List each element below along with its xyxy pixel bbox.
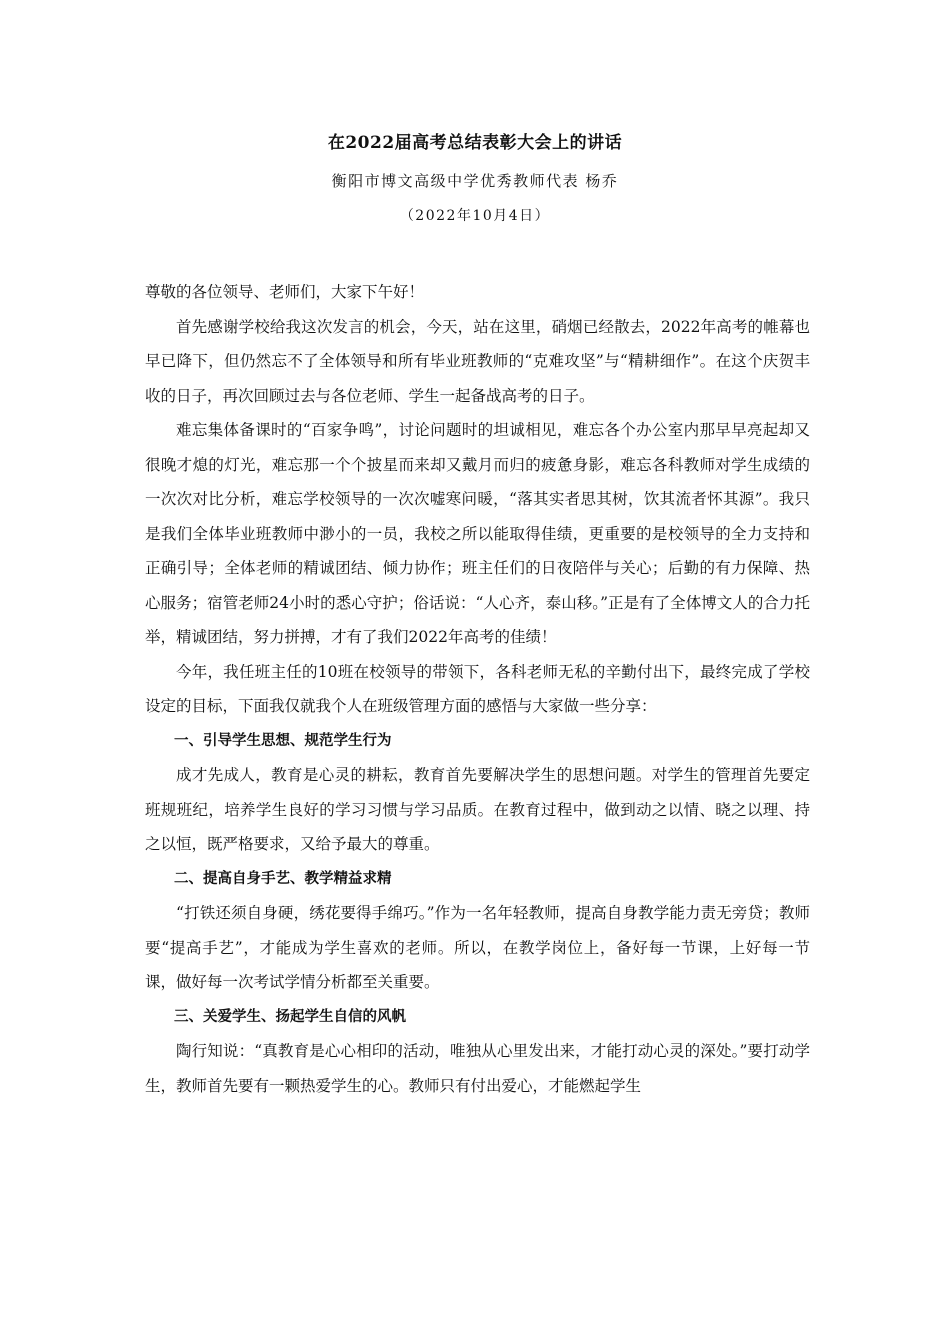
section-text-3: 陶行知说：“真教育是心心相印的活动，唯独从心里发出来，才能打动心灵的深处。”要打动学生，教师首先要有一颗热爱学生的心。教师只有付出爱心，才能燃起学生 [145, 1042, 810, 1095]
document-title: 在2022届高考总结表彰大会上的讲话 [327, 133, 623, 153]
author-line: 衡阳市博文高级中学优秀教师代表 杨乔 [331, 172, 619, 190]
salutation: 尊敬的各位领导、老师们，大家下午好！ [145, 283, 425, 301]
section-text-1: 成才先成人，教育是心灵的耕耘，教育首先要解决学生的思想问题。对学生的管理首先要定班规班纪，培养学生良好的学习习惯与学习品质。在教育过程中，做到动之以情、晓之以理、持之以恒，既严格要求，又给予最大的尊重。 [145, 766, 810, 853]
section-heading-1: 一、引导学生思想、规范学生行为 [174, 732, 392, 749]
section-heading-3: 三、关爱学生、扬起学生自信的风帆 [174, 1008, 406, 1025]
speech-body [145, 275, 810, 1103]
paragraph: 首先感谢学校给我这次发言的机会，今天，站在这里，硝烟已经散去，2022年高考的帷幕也早已降下，但仍然忘不了全体领导和所有毕业班教师的“克难攻坚”与“精耕细作”。在这个庆贺丰收的日子，再次回顾过去与各位老师、学生一起备战高考的日子。 [145, 317, 810, 405]
section-text-2: “打铁还须自身硬，绣花要得手绵巧。”作为一名年轻教师，提高自身教学能力责无旁贷；教师要“提高手艺”，才能成为学生喜欢的老师。所以，在教学岗位上，备好每一节课，上好每一节课，做好每一次考试学情分析都至关重要。 [145, 904, 810, 991]
paragraph: 今年，我任班主任的10班在校领导的带领下，各科老师无私的辛勤付出下，最终完成了学校设定的目标，下面我仅就我个人在班级管理方面的感悟与大家做一些分享： [145, 662, 810, 715]
section-heading-2: 二、提高自身手艺、教学精益求精 [174, 870, 392, 887]
date-line: （2022年10月4日） [399, 208, 551, 224]
paragraph: 难忘集体备课时的“百家争鸣”，讨论问题时的坦诚相见，难忘各个办公室内那早早亮起却又很晚才熄的灯光，难忘那一个个披星而来却又戴月而归的疲惫身影，难忘各科教师对学生成绩的一次次对比分析，难忘学校领导的一次次嘘寒问暖，“落其实者思其树，饮其流者怀其源”。我只是我们全体毕业班教师中渺小的一员，我校之所以能取得佳绩，更重要的是校领导的全力支持和正确引导；全体老师的精诚团结、倾力协作；班主任们的日夜陪伴与关心；后勤的有力保障、热心服务；宿管老师24小时的悉心守护；俗话说：“人心齐，泰山移。”正是有了全体博文人的合力托举，精诚团结，努力拼搏，才有了我们2022年高考的佳绩！ [145, 421, 810, 646]
